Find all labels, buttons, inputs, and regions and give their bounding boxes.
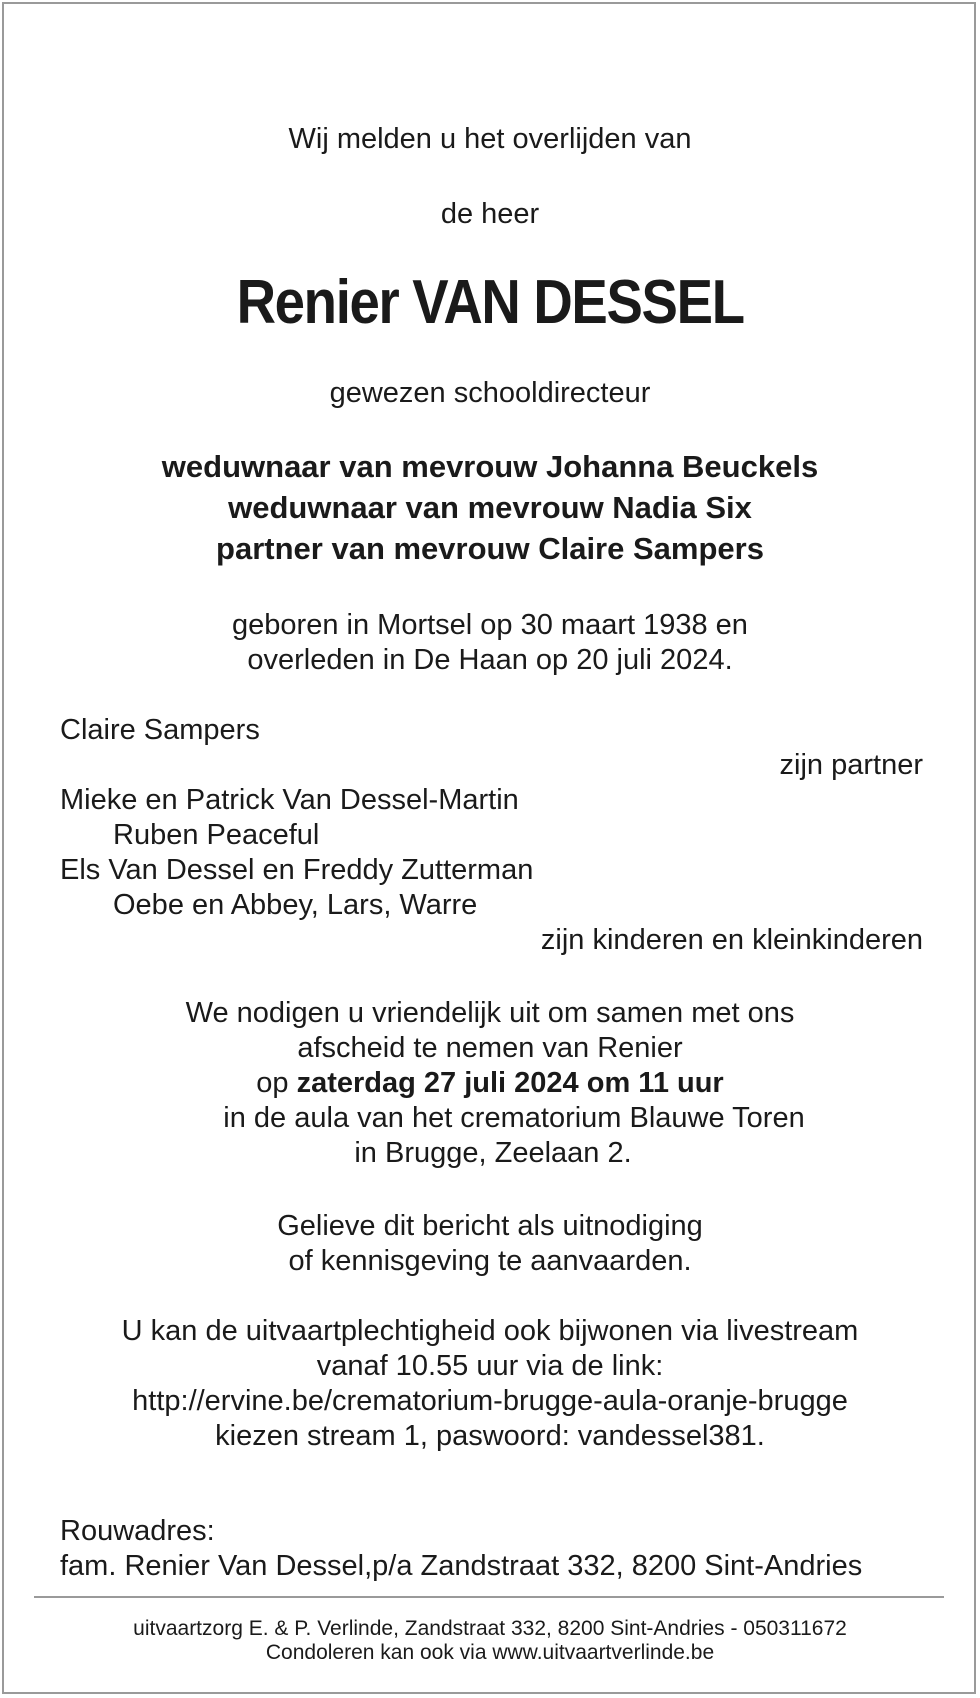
relation-1: weduwnaar van mevrouw Johanna Beuckels xyxy=(161,449,819,484)
ceremony-date: zaterdag 27 juli 2024 om 11 uur xyxy=(296,1067,724,1099)
livestream-link[interactable]: http://ervine.be/crematorium-brugge-aula-oranje-brugge xyxy=(132,1385,848,1417)
death-info: overleden in De Haan op 20 juli 2024. xyxy=(247,644,733,676)
notice-line-2: of kennisgeving te aanvaarden. xyxy=(288,1245,692,1277)
funeral-home-info: uitvaartzorg E. & P. Verlinde, Zandstraat 332, 8200 Sint-Andries - 050311672 xyxy=(133,1617,847,1640)
partner-role: zijn partner xyxy=(779,749,923,781)
mourning-address: fam. Renier Van Dessel,p/a Zandstraat 332, 8200 Sint-Andries xyxy=(60,1550,863,1582)
intro-text: Wij melden u het overlijden van xyxy=(288,123,692,155)
ceremony-date-line xyxy=(0,1066,980,1101)
livestream-line-2: vanaf 10.55 uur via de link: xyxy=(316,1350,664,1382)
grandchild-2: Oebe en Abbey, Lars, Warre xyxy=(113,889,478,921)
deceased-name: Renier VAN DESSEL xyxy=(236,268,744,337)
ceremony-line-2: afscheid te nemen van Renier xyxy=(297,1032,683,1064)
deceased-name-wrap xyxy=(0,268,980,349)
child-2: Els Van Dessel en Freddy Zutterman xyxy=(60,854,534,886)
ceremony-line-1: We nodigen u vriendelijk uit om samen met ons xyxy=(185,997,795,1029)
notice-line-1: Gelieve dit bericht als uitnodiging xyxy=(277,1210,703,1242)
partner-name: Claire Sampers xyxy=(60,714,260,746)
livestream-line-1: U kan de uitvaartplechtigheid ook bijwonen via livestream xyxy=(121,1315,859,1347)
livestream-password: kiezen stream 1, paswoord: vandessel381. xyxy=(215,1420,765,1452)
condolences-info: Condoleren kan ook via www.uitvaartverlinde.be xyxy=(265,1641,715,1664)
occupation: gewezen schooldirecteur xyxy=(329,377,651,409)
footer-divider xyxy=(34,1596,944,1598)
relation-2: weduwnaar van mevrouw Nadia Six xyxy=(228,490,752,525)
ceremony-date-prefix: op xyxy=(256,1067,297,1099)
relation-3: partner van mevrouw Claire Sampers xyxy=(216,531,764,566)
honorific: de heer xyxy=(440,198,540,230)
child-1: Mieke en Patrick Van Dessel-Martin xyxy=(60,784,519,816)
grandchild-1: Ruben Peaceful xyxy=(113,819,320,851)
ceremony-location: in de aula van het crematorium Blauwe Toren xyxy=(223,1102,805,1134)
birth-info: geboren in Mortsel op 30 maart 1938 en xyxy=(232,609,748,641)
mourning-address-label: Rouwadres: xyxy=(60,1515,215,1547)
ceremony-address: in Brugge, Zeelaan 2. xyxy=(354,1137,632,1169)
children-role: zijn kinderen en kleinkinderen xyxy=(540,924,923,956)
